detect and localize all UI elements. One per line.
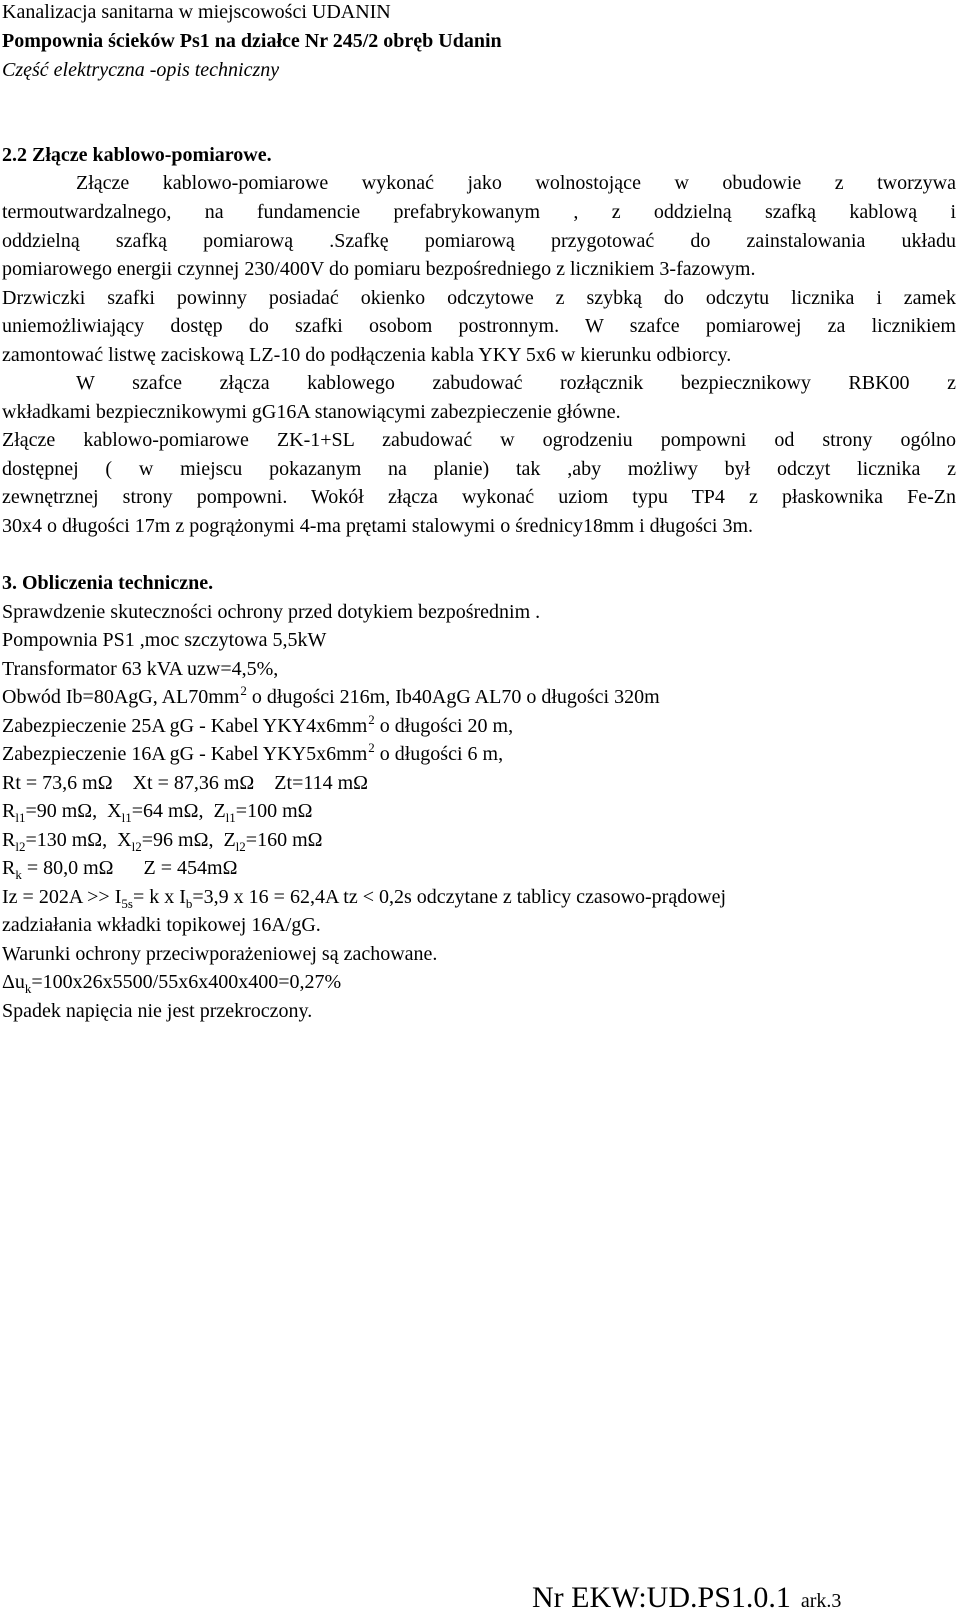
value: = 80,0 mΩ Z = 454mΩ [21, 857, 238, 879]
calc-line-fuse-16a [2, 742, 503, 768]
paragraph-line: oddzielną szafką pomiarową .Szafkę pomiarową przygotować do zainstalowania układu [2, 230, 956, 252]
header-line-1: Kanalizacja sanitarna w miejscowości UDANIN [2, 1, 391, 23]
symbol: X [107, 800, 122, 822]
calc-line-rk [2, 856, 237, 882]
symbol: Z [213, 800, 226, 822]
superscript: 2 [368, 740, 375, 755]
superscript: 2 [368, 712, 375, 727]
value: =160 mΩ [245, 829, 323, 851]
symbol: X [117, 829, 132, 851]
paragraph-line: pomiarowego energii czynnej 230/400V do pomiaru bezpośredniego z licznikiem 3-fazowym. [2, 258, 756, 280]
subscript: l2 [15, 839, 26, 854]
text: Δu [2, 971, 25, 993]
paragraph-line: Złącze kablowo-pomiarowe ZK-1+SL zabudować w ogrodzeniu pompowni od strony ogólno [2, 429, 956, 451]
calc-line-circuit [2, 685, 660, 711]
section-2-2-heading: 2.2 Złącze kablowo-pomiarowe. [2, 144, 272, 166]
header-line-2: Pompownia ścieków Ps1 na działce Nr 245/2 obręb Udanin [2, 30, 502, 52]
section-3-heading: 3. Obliczenia techniczne. [2, 572, 214, 594]
paragraph-line: zamontować listwę zaciskową LZ-10 do podłączenia kabla YKY 5x6 w kierunku odbiorcy. [2, 344, 732, 366]
paragraph-line: uniemożliwiający dostęp do szafki osobom postronnym. W szafce pomiarowej za licznikiem [2, 315, 956, 337]
text: Obwód Ib=80AgG, AL70mm [2, 686, 240, 708]
subscript: k [24, 981, 32, 996]
calc-line: Spadek napięcia nie jest przekroczony. [2, 1000, 313, 1022]
calc-line-transformer-impedance: Rt = 73,6 mΩ Xt = 87,36 mΩ Zt=114 mΩ [2, 772, 369, 794]
symbol: Z [223, 829, 236, 851]
subscript: l2 [235, 839, 246, 854]
header-line-3: Część elektryczna -opis techniczny [2, 59, 280, 81]
value: =130 mΩ, [25, 829, 118, 851]
sheet-number: ark.3 [800, 1590, 842, 1612]
subscript: k [15, 867, 22, 882]
paragraph-line: wkładkami bezpiecznikowymi gG16A stanowiącymi zabezpieczenie główne. [2, 401, 621, 423]
value: =100 mΩ [235, 800, 313, 822]
text: Zabezpieczenie 16A gG - Kabel YKY5x6mm [2, 743, 368, 765]
paragraph-line: W szafce złącza kablowego zabudować rozłącznik bezpiecznikowy RBK00 z [76, 372, 956, 394]
text: =100x26x5500/55x6x400x400=0,27% [31, 971, 342, 993]
symbol: R [2, 800, 16, 822]
calc-line-iz [2, 885, 726, 911]
paragraph-line: Drzwiczki szafki powinny posiadać okienko odczytowe z szybką do odczytu licznika i zamek [2, 287, 956, 309]
superscript: 2 [240, 683, 247, 698]
text: = k x I [132, 886, 186, 908]
paragraph-line: dostępnej ( w miejscu pokazanym na planie) tak ,aby możliwy był odczyt licznika z [2, 458, 956, 480]
calc-line: Sprawdzenie skuteczności ochrony przed dotykiem bezpośrednim . [2, 601, 541, 623]
text: Iz = 202A >> I [2, 886, 122, 908]
calc-line: Pompownia PS1 ,moc szczytowa 5,5kW [2, 629, 327, 651]
subscript: l1 [225, 810, 236, 825]
document-number: Nr EKW:UD.PS1.0.1 [532, 1581, 791, 1614]
value: =64 mΩ, [131, 800, 214, 822]
calc-line-fuse-25a [2, 714, 513, 740]
value: =96 mΩ, [141, 829, 224, 851]
calc-line: zadziałania wkładki topikowej 16A/gG. [2, 914, 321, 936]
calc-line-line2-impedance [2, 828, 323, 854]
symbol: R [2, 829, 16, 851]
text: Zabezpieczenie 25A gG - Kabel YKY4x6mm [2, 715, 368, 737]
calc-line: Transformator 63 kVA uzw=4,5%, [2, 658, 279, 680]
calc-line: Warunki ochrony przeciwporażeniowej są zachowane. [2, 943, 438, 965]
symbol: R [2, 857, 16, 879]
text: o długości 216m, Ib40AgG AL70 o długości 320m [251, 686, 660, 708]
calc-line-line1-impedance [2, 799, 313, 825]
paragraph-line: 30x4 o długości 17m z pogrążonymi 4-ma prętami stalowymi o średnicy18mm i długości 3m. [2, 515, 753, 537]
calc-line-voltage-drop [2, 970, 341, 996]
text: o długości 20 m, [379, 715, 514, 737]
subscript: l1 [15, 810, 26, 825]
paragraph-line: termoutwardzalnego, na fundamencie prefabrykowanym , z oddzielną szafką kablową i [2, 201, 956, 223]
text: o długości 6 m, [379, 743, 504, 765]
paragraph-line: Złącze kablowo-pomiarowe wykonać jako wolnostojące w obudowie z tworzywa [76, 172, 956, 194]
footer [532, 1581, 841, 1618]
value: =90 mΩ, [25, 800, 108, 822]
subscript: l2 [131, 839, 142, 854]
paragraph-line: zewnętrznej strony pompowni. Wokół złącza wykonać uziom typu TP4 z płaskownika Fe-Zn [2, 486, 956, 508]
subscript: b [185, 896, 193, 911]
subscript: 5s [121, 896, 133, 911]
subscript: l1 [121, 810, 132, 825]
text: =3,9 x 16 = 62,4A tz < 0,2s odczytane z tablicy czasowo-prądowej [192, 886, 727, 908]
